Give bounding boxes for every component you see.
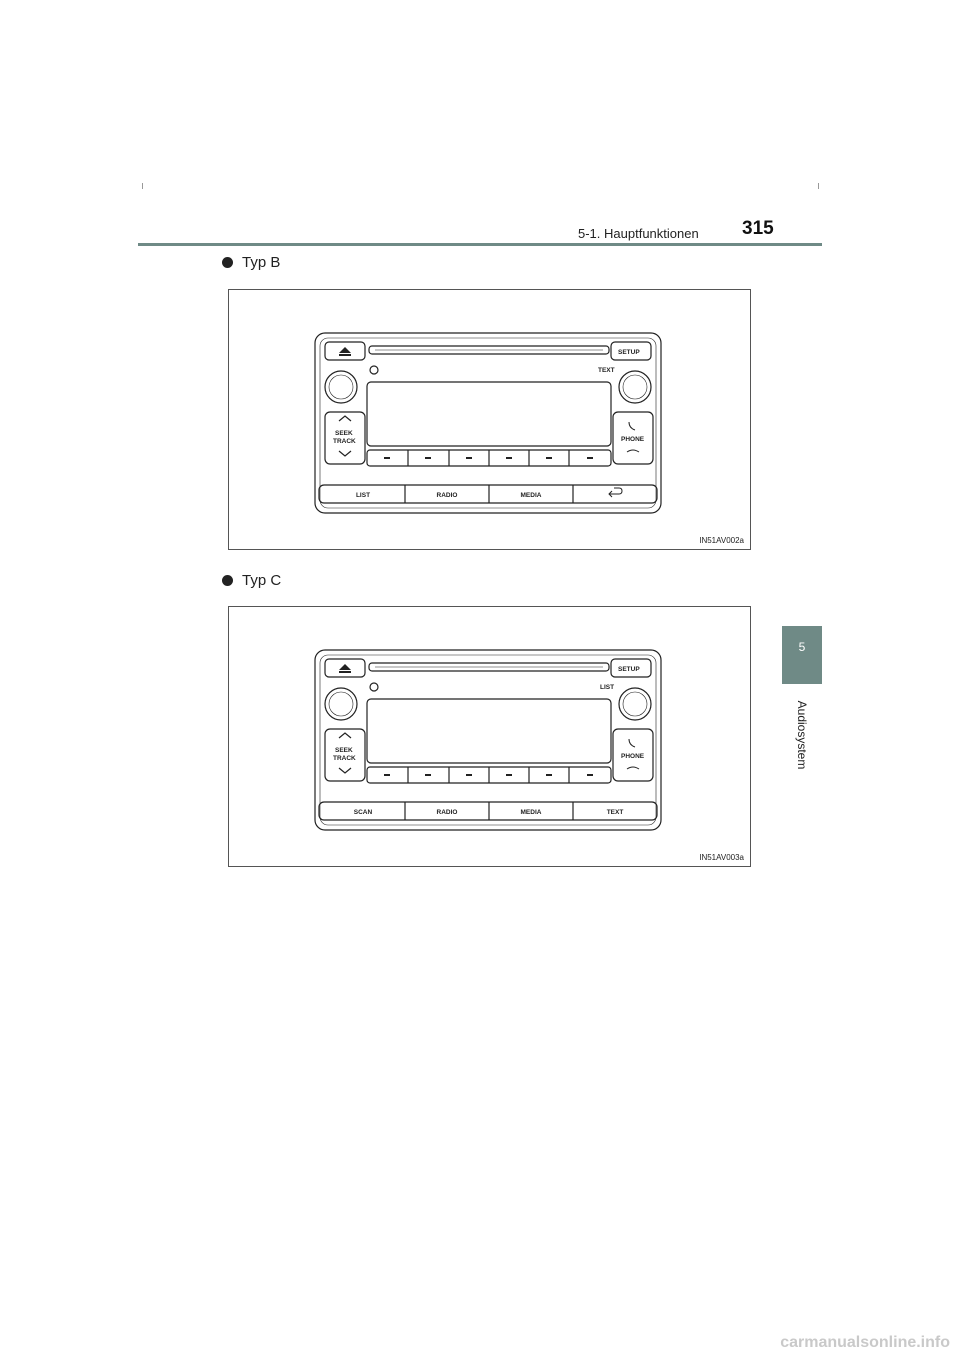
figure-caption-b: [222, 254, 280, 271]
chapter-number: 5: [798, 640, 806, 654]
bottom-button-label-2: RADIO: [436, 809, 458, 816]
watermark-text: carmanualsonline.info: [780, 1334, 950, 1351]
image-code: IN51AV002a: [699, 536, 744, 545]
bottom-button-label-2: RADIO: [436, 492, 458, 499]
eject-icon: [339, 664, 351, 673]
page-number: 315: [742, 218, 774, 239]
hang-up-icon: [627, 450, 639, 452]
back-arrow-icon: [609, 488, 622, 497]
hang-up-icon: [627, 767, 639, 769]
header-rule: [138, 243, 822, 246]
figure-typ-b: [228, 289, 751, 550]
track-label: TRACK: [333, 755, 356, 762]
crop-mark-right: [818, 183, 819, 189]
bottom-button-label-3: MEDIA: [520, 809, 542, 816]
audio-unit-illustration: [229, 290, 750, 549]
image-code: IN51AV003a: [699, 853, 744, 862]
list-label: LIST: [600, 684, 615, 691]
bottom-button-label-1: LIST: [355, 492, 371, 499]
caption-text: Typ C: [242, 572, 282, 589]
figure-caption-c: [222, 572, 281, 589]
bullet-icon: [222, 257, 233, 268]
caption-text: Typ B: [242, 254, 281, 271]
figure-typ-c: [228, 606, 751, 867]
watermark: [0, 1334, 960, 1352]
audio-unit-illustration: [229, 607, 750, 866]
setup-label: SETUP: [618, 666, 640, 673]
seek-label: SEEK: [335, 430, 353, 437]
chapter-tab: [782, 626, 822, 684]
chapter-title: Audiosystem: [795, 700, 809, 770]
bullet-icon: [222, 575, 233, 586]
crop-mark-left: [142, 183, 143, 189]
bottom-button-label-3: MEDIA: [520, 492, 542, 499]
phone-icon: [629, 422, 635, 430]
phone-icon: [629, 739, 635, 747]
seek-label: SEEK: [335, 747, 353, 754]
text-label: TEXT: [598, 367, 615, 374]
bottom-button-label-4: TEXT: [606, 809, 624, 816]
setup-label: SETUP: [618, 349, 640, 356]
phone-label: PHONE: [621, 436, 645, 443]
eject-icon: [339, 347, 351, 356]
bottom-button-label-1: SCAN: [353, 809, 373, 816]
track-label: TRACK: [333, 438, 356, 445]
section-title: 5-1. Hauptfunktionen: [578, 226, 699, 241]
phone-label: PHONE: [621, 753, 645, 760]
